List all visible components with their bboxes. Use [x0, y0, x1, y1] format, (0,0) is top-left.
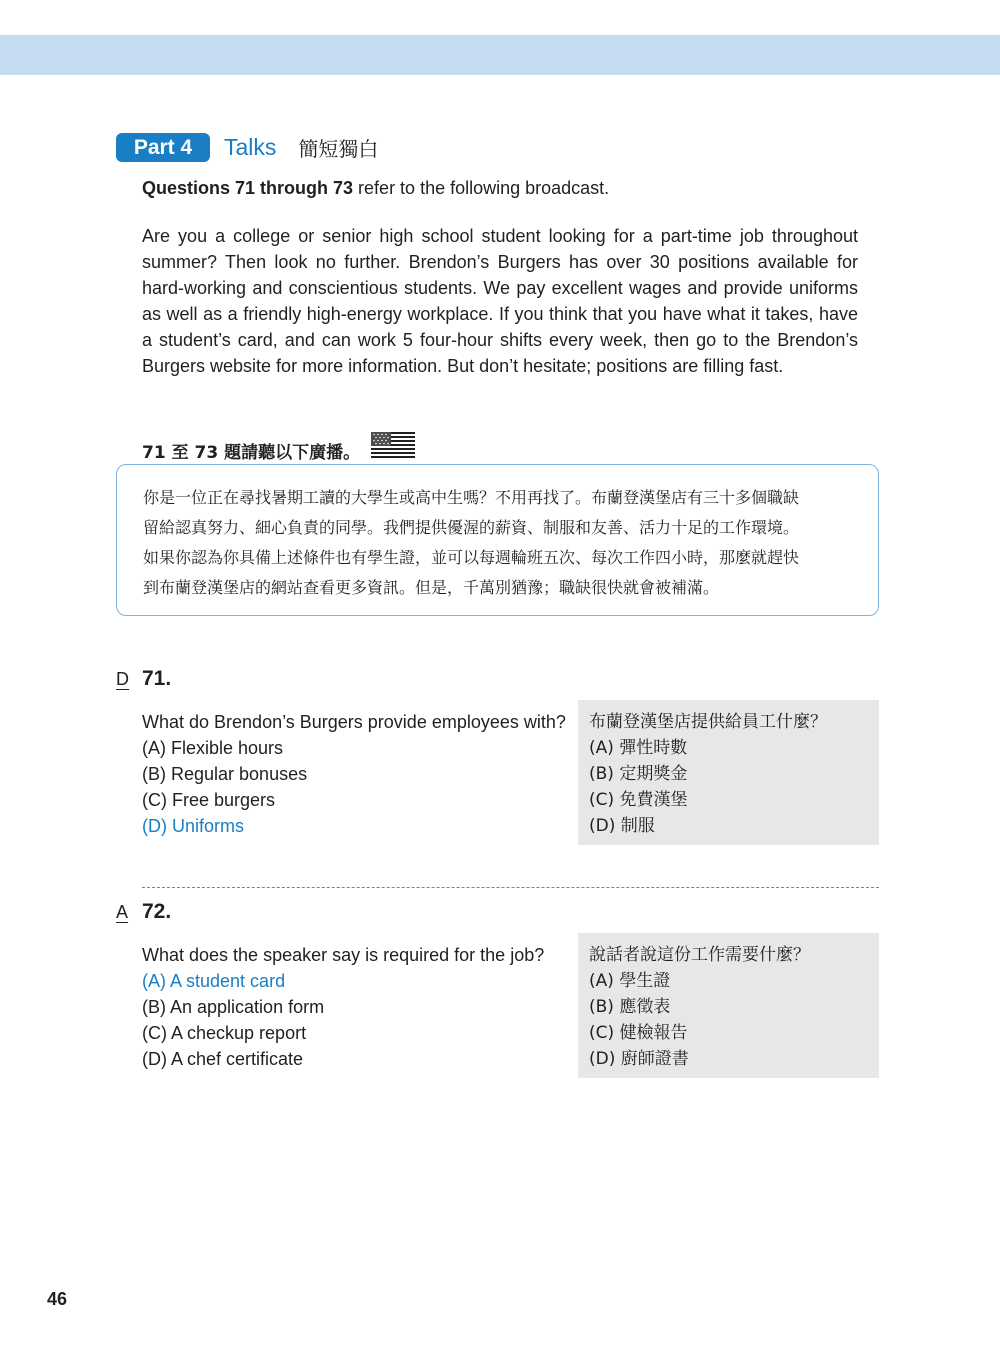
- section-title-zh: 簡短獨白: [298, 136, 379, 161]
- section-header: [116, 131, 378, 163]
- option-a-zh: (A) 學生證: [589, 971, 671, 991]
- section-title-en: Talks: [224, 133, 277, 160]
- question-text: What does the speaker say is required for the job?: [142, 945, 545, 965]
- question-71: [116, 667, 879, 854]
- top-color-band: [0, 35, 1000, 75]
- intro-rest: refer to the following broadcast.: [353, 178, 610, 198]
- question-number: 71.: [142, 667, 172, 690]
- option-c-zh: (C) 健檢報告: [589, 1023, 688, 1043]
- option-d-zh: (D) 廚師證書: [589, 1049, 689, 1069]
- question-en: [142, 942, 572, 1072]
- option-c-zh: (C) 免費漢堡: [589, 790, 688, 810]
- translation-box: [116, 464, 879, 616]
- question-en: [142, 709, 572, 839]
- option-a: (A) Flexible hours: [142, 738, 284, 758]
- page-number: 46: [47, 1289, 68, 1309]
- question-zh-panel: [578, 933, 879, 1078]
- translation-line: 留給認真努力、細心負責的同學。我們提供優渥的薪資、制服和友善、活力十足的工作環境。: [143, 518, 800, 537]
- question-divider: [142, 887, 879, 888]
- answer-key: D: [116, 669, 129, 689]
- option-b-zh: (B) 定期獎金: [589, 764, 688, 784]
- question-number: 72.: [142, 900, 172, 923]
- question-zh-panel: [578, 700, 879, 845]
- option-a-correct: (A) A student card: [142, 971, 286, 991]
- part-badge: Part 4: [116, 133, 210, 162]
- option-c: (C) Free burgers: [142, 790, 276, 810]
- option-b: (B) Regular bonuses: [142, 764, 308, 784]
- broadcast-passage: Are you a college or senior high school student looking for a part-time job throughout summer? Then look no further. Brendon’s Burgers has over 30 positions available for hard-working and conscientious students. We pay excellent wages and provide uniforms as well as a friendly high-energy workplace. If you think that you have what it takes, have a student’s card, and can work 5 four-hour shifts every week, then go to the Brendon’s Burgers website for more information. But don’t hesitate; positions are filling fast.: [142, 226, 858, 376]
- option-c: (C) A checkup report: [142, 1023, 307, 1043]
- translation-line: 到布蘭登漢堡店的網站查看更多資訊。但是，千萬別猶豫；職缺很快就會被補滿。: [143, 578, 720, 597]
- option-d: (D) A chef certificate: [142, 1049, 304, 1069]
- intro-range: Questions 71 through 73: [142, 178, 354, 198]
- question-72: [116, 900, 879, 1087]
- translation-line: 如果你認為你具備上述條件也有學生證，並可以每週輪班五次、每次工作四小時，那麼就趕快: [143, 548, 800, 567]
- translation-line: 你是一位正在尋找暑期工讀的大學生或高中生嗎？不用再找了。布蘭登漢堡店有三十多個職缺: [143, 488, 800, 507]
- question-text-zh: 布蘭登漢堡店提供給員工什麼？: [589, 712, 827, 732]
- option-d-zh: (D) 制服: [589, 816, 655, 836]
- question-text-zh: 說話者說這份工作需要什麼？: [589, 945, 810, 965]
- translation-heading: 71 至 73 題請聽以下廣播。: [142, 443, 361, 463]
- answer-key: A: [116, 902, 129, 922]
- question-text: What do Brendon’s Burgers provide employees with?: [142, 712, 566, 732]
- option-d-correct: (D) Uniforms: [142, 816, 244, 836]
- us-flag-icon: [371, 432, 415, 458]
- option-b: (B) An application form: [142, 997, 325, 1017]
- question-intro: [142, 178, 609, 199]
- option-b-zh: (B) 應徵表: [589, 997, 671, 1017]
- option-a-zh: (A) 彈性時數: [589, 738, 688, 758]
